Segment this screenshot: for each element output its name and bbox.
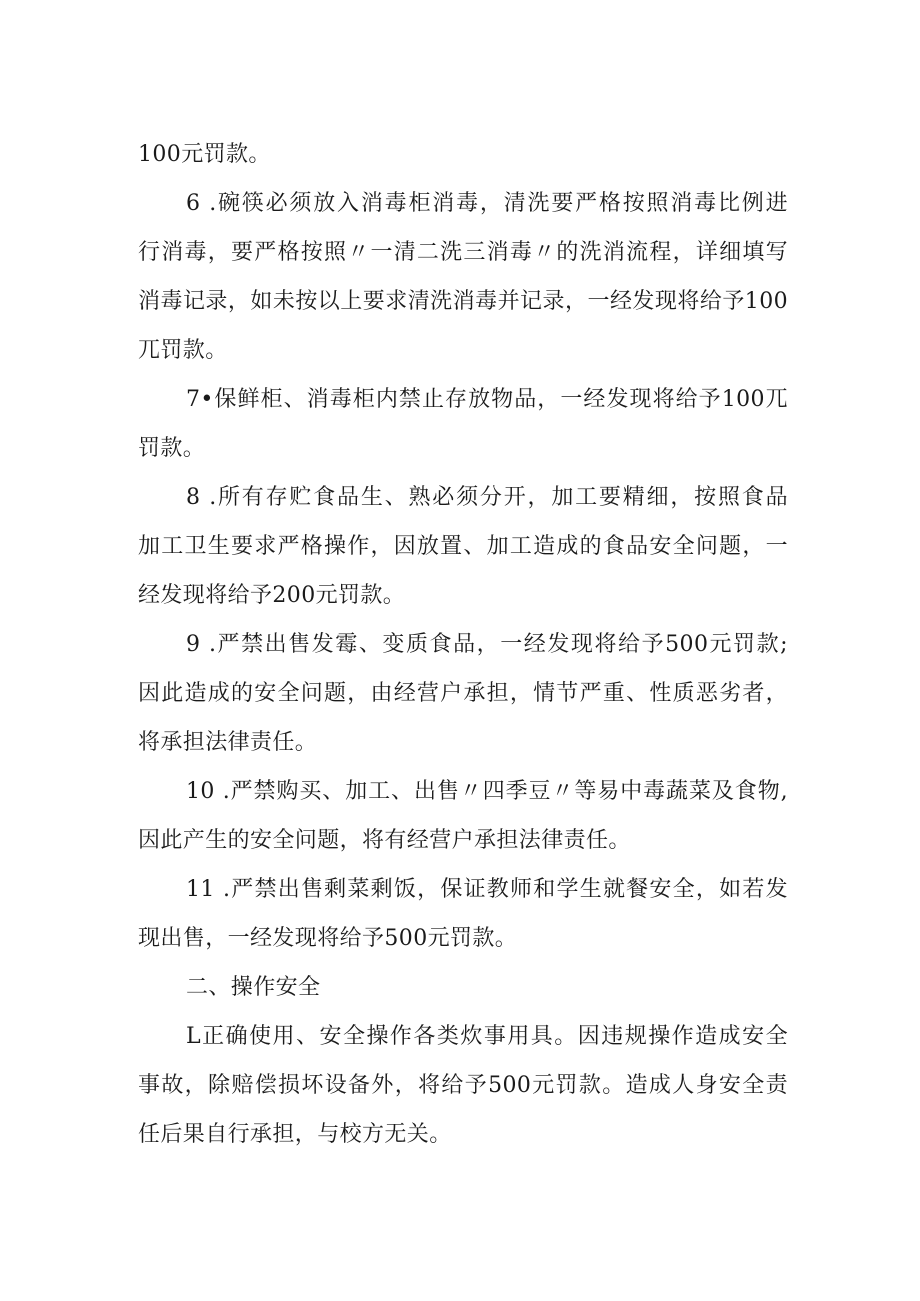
text-line-16: 11 .严禁出售剩菜剩饭，保证教师和学生就餐安全，如若发 bbox=[186, 877, 788, 902]
text-line-2: 6 .碗筷必须放入消毒柜消毒，清洗要严格按照消毒比例进 bbox=[186, 191, 788, 216]
text-line-17: 现出售，一经发现将给予500元罚款。 bbox=[138, 926, 518, 951]
text-line-5: 兀罚款。 bbox=[138, 338, 228, 363]
text-line-8: 8 .所有存贮食品生、熟必须分开，加工要精细，按照食品 bbox=[186, 485, 788, 510]
text-line-11: 9 .严禁出售发霉、变质食品，一经发现将给予500元罚款; bbox=[186, 632, 788, 657]
text-line-3: 行消毒，要严格按照〃一清二洗三消毒〃的洗消流程，详细填写 bbox=[138, 240, 788, 265]
text-line-1: 100元罚款。 bbox=[138, 142, 271, 167]
text-line-21: 任后果自行承担，与校方无关。 bbox=[138, 1122, 452, 1147]
text-line-14: 10 .严禁购买、加工、出售〃四季豆〃等易中毒蔬菜及食物, bbox=[186, 779, 788, 804]
section-heading-operation-safety: 二、操作安全 bbox=[186, 975, 321, 1000]
text-line-15: 因此产生的安全问题，将有经营户承担法律责任。 bbox=[138, 828, 631, 853]
text-line-6: 7•保鲜柜、消毒柜内禁止存放物品，一经发现将给予100兀 bbox=[186, 387, 788, 412]
text-line-10: 经发现将给予200元罚款。 bbox=[138, 583, 406, 608]
text-line-19: L正确使用、安全操作各类炊事用具。因违规操作造成安全 bbox=[186, 1024, 788, 1049]
text-line-9: 加工卫生要求严格操作，因放置、加工造成的食品安全问题，一 bbox=[138, 534, 788, 559]
text-line-7: 罚款。 bbox=[138, 436, 206, 461]
text-line-4: 消毒记录，如未按以上要求清洗消毒并记录，一经发现将给予100 bbox=[138, 289, 788, 314]
text-line-13: 将承担法律责任。 bbox=[138, 730, 318, 755]
text-line-12: 因此造成的安全问题，由经营户承担，情节严重、性质恶劣者， bbox=[138, 681, 788, 706]
document-page bbox=[138, 130, 788, 1159]
text-line-20: 事故，除赔偿损坏设备外，将给予500元罚款。造成人身安全责 bbox=[138, 1073, 788, 1098]
